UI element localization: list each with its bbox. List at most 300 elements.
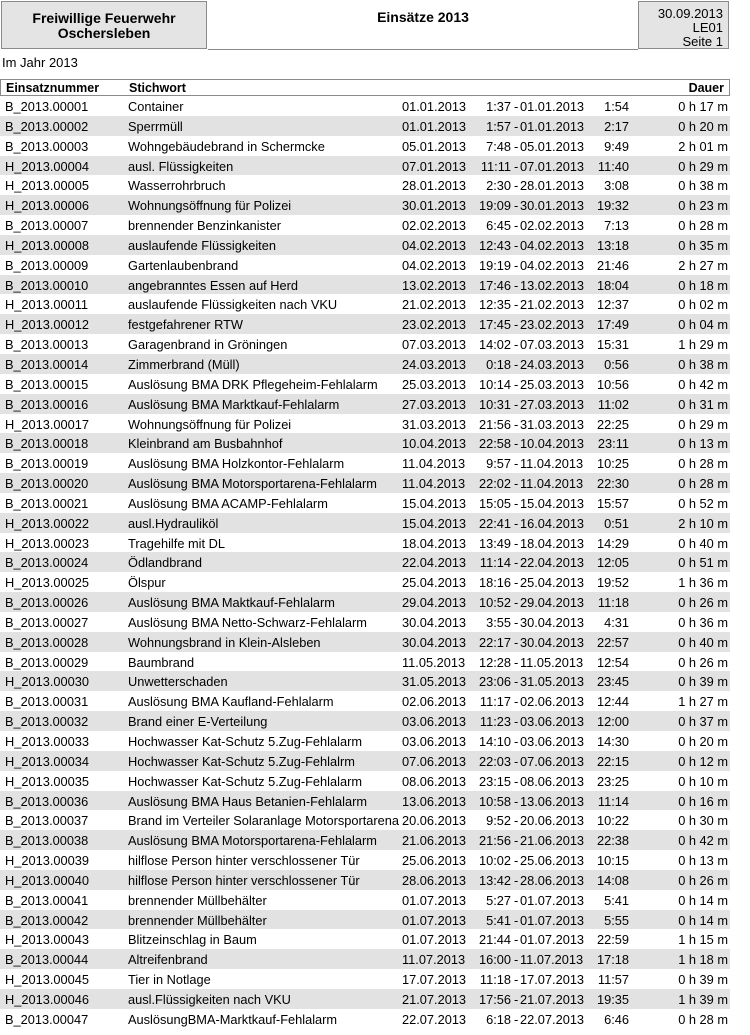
range-separator: - bbox=[514, 178, 519, 194]
mission-number: B_2013.00036 bbox=[5, 793, 89, 809]
end-time: 5:55 bbox=[604, 912, 629, 928]
range-separator: - bbox=[514, 535, 519, 551]
end-date: 13.06.2013 bbox=[520, 793, 585, 809]
end-date: 11.04.2013 bbox=[520, 476, 584, 492]
report-title: Einsätze 2013 bbox=[377, 9, 469, 25]
range-separator: - bbox=[514, 634, 519, 650]
end-date: 04.02.2013 bbox=[520, 237, 585, 253]
table-row bbox=[0, 394, 730, 414]
start-time: 9:52 bbox=[486, 813, 511, 829]
start-time: 18:16 bbox=[478, 575, 511, 591]
range-separator: - bbox=[514, 456, 519, 472]
end-date: 31.05.2013 bbox=[520, 674, 585, 690]
end-time: 12:37 bbox=[596, 297, 629, 313]
keyword: Container bbox=[128, 99, 184, 114]
start-date: 30.01.2013 bbox=[402, 198, 467, 214]
header-divider bbox=[208, 49, 638, 50]
duration: 0 h 38 m bbox=[678, 356, 728, 372]
keyword: hilflose Person hinter verschlossener Tür bbox=[128, 872, 360, 888]
start-time: 19:19 bbox=[478, 257, 511, 273]
keyword: Wohnungsöffnung für Polizei bbox=[128, 198, 292, 214]
start-time: 3:55 bbox=[486, 614, 511, 630]
start-date: 18.04.2013 bbox=[402, 535, 467, 551]
end-date: 22.07.2013 bbox=[520, 1011, 585, 1027]
start-time: 2:30 bbox=[486, 178, 511, 194]
end-date: 24.03.2013 bbox=[520, 356, 585, 372]
table-row bbox=[0, 910, 730, 930]
end-date: 01.07.2013 bbox=[520, 892, 585, 908]
range-separator: - bbox=[514, 575, 519, 591]
table-row bbox=[0, 1009, 730, 1029]
end-date: 05.01.2013 bbox=[520, 138, 585, 154]
table-row bbox=[0, 473, 730, 493]
end-date: 27.03.2013 bbox=[520, 396, 585, 412]
mission-number: H_2013.00040 bbox=[5, 872, 89, 888]
end-date: 11.04.2013 bbox=[520, 456, 584, 472]
keyword: brennender Müllbehälter bbox=[128, 912, 267, 928]
end-date: 30.04.2013 bbox=[520, 634, 585, 650]
end-date: 20.06.2013 bbox=[520, 813, 585, 829]
end-time: 10:56 bbox=[596, 376, 629, 392]
end-time: 22:30 bbox=[596, 476, 629, 492]
end-date: 11.05.2013 bbox=[520, 654, 584, 670]
end-date: 01.07.2013 bbox=[520, 912, 585, 928]
duration: 0 h 20 m bbox=[678, 118, 728, 134]
range-separator: - bbox=[514, 376, 519, 392]
start-date: 30.04.2013 bbox=[402, 614, 467, 630]
start-date: 03.06.2013 bbox=[402, 734, 467, 749]
keyword: Auslösung BMA Holzkontor-Fehlalarm bbox=[128, 456, 345, 472]
duration: 0 h 42 m bbox=[678, 833, 728, 849]
start-time: 9:57 bbox=[486, 456, 511, 472]
start-date: 10.04.2013 bbox=[402, 436, 467, 452]
table-row bbox=[0, 830, 730, 850]
start-time: 19:09 bbox=[478, 198, 511, 214]
end-time: 23:45 bbox=[596, 674, 629, 690]
table-row bbox=[0, 136, 730, 156]
keyword: Wohnungsbrand in Klein-Alsleben bbox=[128, 634, 321, 650]
end-date: 16.04.2013 bbox=[520, 515, 585, 531]
table-body bbox=[0, 96, 730, 1029]
end-time: 14:08 bbox=[596, 872, 629, 888]
keyword: auslaufende Flüssigkeiten nach VKU bbox=[128, 297, 338, 313]
mission-number: H_2013.00039 bbox=[5, 853, 89, 869]
table-row bbox=[0, 195, 730, 215]
start-date: 28.06.2013 bbox=[402, 872, 467, 888]
start-time: 12:35 bbox=[478, 297, 511, 313]
start-date: 01.07.2013 bbox=[402, 912, 467, 928]
end-date: 07.06.2013 bbox=[520, 753, 585, 769]
report-date: 30.09.2013 bbox=[657, 6, 723, 21]
end-time: 15:57 bbox=[596, 495, 629, 511]
column-header-duration: Dauer bbox=[688, 81, 724, 95]
duration: 0 h 51 m bbox=[678, 555, 728, 571]
mission-number: B_2013.00019 bbox=[5, 456, 89, 472]
range-separator: - bbox=[514, 773, 519, 789]
start-time: 23:15 bbox=[478, 773, 511, 789]
range-separator: - bbox=[514, 218, 519, 234]
start-time: 10:31 bbox=[478, 396, 511, 412]
range-separator: - bbox=[514, 694, 519, 710]
mission-number: B_2013.00028 bbox=[5, 634, 89, 650]
duration: 1 h 15 m bbox=[678, 932, 728, 948]
keyword: ausl.Hydrauliköl bbox=[128, 515, 219, 531]
range-separator: - bbox=[514, 356, 519, 372]
start-time: 11:11 bbox=[480, 158, 511, 174]
start-time: 21:56 bbox=[478, 416, 511, 432]
end-time: 14:29 bbox=[596, 535, 629, 551]
duration: 0 h 40 m bbox=[678, 535, 728, 551]
mission-number: B_2013.00009 bbox=[5, 257, 89, 273]
mission-number: B_2013.00029 bbox=[5, 654, 89, 670]
keyword: Hochwasser Kat-Schutz 5.Zug-Fehlalrm bbox=[128, 753, 355, 769]
duration: 0 h 12 m bbox=[678, 753, 728, 769]
keyword: Wasserrohrbruch bbox=[128, 178, 226, 194]
end-date: 13.02.2013 bbox=[520, 277, 585, 293]
duration: 0 h 31 m bbox=[678, 396, 728, 412]
keyword: Ölspur bbox=[128, 575, 166, 591]
keyword: Auslösung BMA ACAMP-Fehlalarm bbox=[128, 495, 328, 511]
start-time: 11:18 bbox=[479, 972, 511, 988]
start-date: 29.04.2013 bbox=[402, 595, 467, 611]
end-date: 21.07.2013 bbox=[520, 991, 585, 1007]
mission-number: H_2013.00035 bbox=[5, 773, 89, 789]
end-time: 12:00 bbox=[596, 714, 629, 730]
end-time: 11:40 bbox=[597, 158, 629, 174]
table-row bbox=[0, 552, 730, 572]
keyword: Brand im Verteiler Solaranlage Motorsportarena bbox=[128, 813, 400, 829]
mission-number: B_2013.00027 bbox=[5, 614, 89, 630]
start-date: 25.03.2013 bbox=[402, 376, 467, 392]
mission-number: B_2013.00002 bbox=[5, 118, 89, 134]
range-separator: - bbox=[514, 337, 519, 353]
range-separator: - bbox=[514, 991, 519, 1007]
range-separator: - bbox=[514, 198, 519, 214]
start-date: 15.04.2013 bbox=[402, 515, 467, 531]
duration: 1 h 29 m bbox=[678, 337, 728, 353]
table-row bbox=[0, 314, 730, 334]
range-separator: - bbox=[514, 277, 519, 293]
keyword: auslaufende Flüssigkeiten bbox=[128, 237, 276, 253]
start-time: 17:56 bbox=[478, 991, 511, 1007]
keyword: Auslösung BMA DRK Pflegeheim-Fehlalarm bbox=[128, 376, 378, 392]
start-date: 04.02.2013 bbox=[402, 257, 467, 273]
keyword: Gartenlaubenbrand bbox=[128, 257, 239, 273]
end-date: 02.06.2013 bbox=[520, 694, 585, 710]
range-separator: - bbox=[514, 714, 519, 730]
end-time: 15:31 bbox=[596, 337, 629, 353]
end-date: 03.06.2013 bbox=[520, 714, 585, 730]
start-date: 31.05.2013 bbox=[402, 674, 467, 690]
start-date: 02.02.2013 bbox=[402, 218, 467, 234]
keyword: festgefahrener RTW bbox=[128, 317, 243, 333]
end-time: 6:46 bbox=[604, 1011, 629, 1027]
duration: 0 h 30 m bbox=[678, 813, 728, 829]
end-date: 21.06.2013 bbox=[520, 833, 585, 849]
mission-number: H_2013.00017 bbox=[5, 416, 89, 432]
table-row bbox=[0, 294, 730, 314]
missions-table bbox=[0, 79, 730, 1029]
start-time: 21:44 bbox=[478, 932, 511, 948]
start-time: 6:45 bbox=[486, 218, 511, 234]
start-date: 17.07.2013 bbox=[402, 972, 467, 988]
range-separator: - bbox=[514, 297, 519, 313]
table-row bbox=[0, 433, 730, 453]
range-separator: - bbox=[514, 99, 519, 114]
start-date: 21.07.2013 bbox=[402, 991, 467, 1007]
table-header bbox=[0, 79, 730, 96]
report-code: LE01 bbox=[692, 20, 723, 35]
table-row bbox=[0, 929, 730, 949]
mission-number: H_2013.00043 bbox=[5, 932, 89, 948]
end-date: 03.06.2013 bbox=[520, 734, 585, 749]
keyword: AuslösungBMA-Marktkauf-Fehlalarm bbox=[128, 1011, 338, 1027]
table-row bbox=[0, 235, 730, 255]
mission-number: B_2013.00031 bbox=[5, 694, 89, 710]
mission-number: H_2013.00023 bbox=[5, 535, 89, 551]
start-date: 21.06.2013 bbox=[402, 833, 467, 849]
keyword: Auslösung BMA Netto-Schwarz-Fehlalarm bbox=[128, 614, 367, 630]
end-time: 10:15 bbox=[596, 853, 629, 869]
start-time: 15:05 bbox=[478, 495, 511, 511]
table-row bbox=[0, 949, 730, 969]
end-time: 11:02 bbox=[597, 396, 629, 412]
end-date: 02.02.2013 bbox=[520, 218, 585, 234]
report-header bbox=[0, 0, 730, 50]
table-row bbox=[0, 612, 730, 632]
start-time: 22:41 bbox=[478, 515, 511, 531]
start-date: 02.06.2013 bbox=[402, 694, 467, 710]
end-date: 17.07.2013 bbox=[520, 972, 585, 988]
keyword: Zimmerbrand (Müll) bbox=[128, 356, 240, 372]
end-date: 01.01.2013 bbox=[520, 118, 585, 134]
range-separator: - bbox=[514, 734, 519, 749]
keyword: Altreifenbrand bbox=[128, 952, 208, 968]
report-meta-box bbox=[638, 1, 729, 49]
range-separator: - bbox=[514, 932, 519, 948]
start-date: 25.04.2013 bbox=[402, 575, 467, 591]
table-row bbox=[0, 731, 730, 751]
end-time: 10:25 bbox=[596, 456, 629, 472]
end-date: 25.03.2013 bbox=[520, 376, 585, 392]
duration: 0 h 28 m bbox=[678, 1011, 728, 1027]
table-row bbox=[0, 116, 730, 136]
table-row bbox=[0, 453, 730, 473]
end-date: 23.02.2013 bbox=[520, 317, 585, 333]
mission-number: B_2013.00016 bbox=[5, 396, 89, 412]
duration: 0 h 29 m bbox=[678, 416, 728, 432]
keyword: Wohngebäudebrand in Schermcke bbox=[128, 138, 325, 154]
duration: 2 h 27 m bbox=[678, 257, 728, 273]
end-time: 18:04 bbox=[596, 277, 629, 293]
mission-number: B_2013.00018 bbox=[5, 436, 89, 452]
end-date: 25.04.2013 bbox=[520, 575, 585, 591]
end-date: 28.06.2013 bbox=[520, 872, 585, 888]
start-date: 04.02.2013 bbox=[402, 237, 467, 253]
end-time: 12:44 bbox=[596, 694, 629, 710]
keyword: Auslösung BMA Kaufland-Fehlalarm bbox=[128, 694, 334, 710]
start-date: 22.07.2013 bbox=[402, 1011, 467, 1027]
mission-number: H_2013.00030 bbox=[5, 674, 89, 690]
start-time: 1:37 bbox=[486, 99, 511, 114]
range-separator: - bbox=[514, 396, 519, 412]
mission-number: B_2013.00032 bbox=[5, 714, 89, 730]
start-time: 1:57 bbox=[486, 118, 511, 134]
duration: 0 h 40 m bbox=[678, 634, 728, 650]
end-date: 07.01.2013 bbox=[520, 158, 585, 174]
keyword: Auslösung BMA Haus Betanien-Fehlalarm bbox=[128, 793, 367, 809]
table-row bbox=[0, 969, 730, 989]
start-date: 01.01.2013 bbox=[402, 118, 467, 134]
range-separator: - bbox=[514, 515, 519, 531]
page-number: Seite 1 bbox=[682, 34, 723, 49]
start-time: 17:46 bbox=[478, 277, 511, 293]
end-date: 08.06.2013 bbox=[520, 773, 585, 789]
duration: 0 h 39 m bbox=[678, 674, 728, 690]
start-time: 14:02 bbox=[478, 337, 511, 353]
table-row bbox=[0, 156, 730, 176]
mission-number: B_2013.00042 bbox=[5, 912, 89, 928]
table-row bbox=[0, 691, 730, 711]
duration: 0 h 17 m bbox=[678, 99, 728, 114]
end-time: 22:15 bbox=[596, 753, 629, 769]
duration: 0 h 02 m bbox=[678, 297, 728, 313]
keyword: brennender Müllbehälter bbox=[128, 892, 267, 908]
table-row bbox=[0, 215, 730, 235]
end-time: 0:51 bbox=[604, 515, 629, 531]
end-time: 23:11 bbox=[597, 436, 629, 452]
duration: 0 h 37 m bbox=[678, 714, 728, 730]
range-separator: - bbox=[514, 614, 519, 630]
range-separator: - bbox=[514, 495, 519, 511]
keyword: Unwetterschaden bbox=[128, 674, 228, 690]
start-time: 22:17 bbox=[478, 634, 511, 650]
duration: 0 h 26 m bbox=[678, 872, 728, 888]
report-subtitle: Im Jahr 2013 bbox=[2, 55, 78, 70]
mission-number: B_2013.00010 bbox=[5, 277, 89, 293]
keyword: Brand einer E-Verteilung bbox=[128, 714, 268, 730]
start-time: 5:27 bbox=[486, 892, 511, 908]
mission-number: B_2013.00041 bbox=[5, 892, 89, 908]
end-date: 22.04.2013 bbox=[520, 555, 585, 571]
keyword: Hochwasser Kat-Schutz 5.Zug-Fehlalarm bbox=[128, 734, 362, 749]
start-date: 01.01.2013 bbox=[402, 99, 467, 114]
end-time: 19:32 bbox=[596, 198, 629, 214]
range-separator: - bbox=[514, 853, 519, 869]
end-time: 7:13 bbox=[604, 218, 629, 234]
start-date: 24.03.2013 bbox=[402, 356, 467, 372]
start-time: 23:06 bbox=[478, 674, 511, 690]
start-date: 13.06.2013 bbox=[402, 793, 467, 809]
range-separator: - bbox=[514, 793, 519, 809]
start-time: 11:14 bbox=[479, 555, 511, 571]
end-time: 10:22 bbox=[596, 813, 629, 829]
start-date: 25.06.2013 bbox=[402, 853, 467, 869]
start-time: 5:41 bbox=[486, 912, 511, 928]
duration: 0 h 39 m bbox=[678, 972, 728, 988]
start-time: 12:43 bbox=[478, 237, 511, 253]
range-separator: - bbox=[514, 237, 519, 253]
start-time: 11:17 bbox=[479, 694, 511, 710]
mission-number: B_2013.00003 bbox=[5, 138, 89, 154]
end-date: 28.01.2013 bbox=[520, 178, 585, 194]
start-date: 20.06.2013 bbox=[402, 813, 467, 829]
table-row bbox=[0, 334, 730, 354]
start-date: 11.04.2013 bbox=[402, 456, 466, 472]
start-time: 6:18 bbox=[486, 1011, 511, 1027]
end-time: 11:14 bbox=[597, 793, 629, 809]
duration: 0 h 35 m bbox=[678, 237, 728, 253]
start-time: 16:00 bbox=[478, 952, 511, 968]
end-time: 22:59 bbox=[596, 932, 629, 948]
start-date: 07.03.2013 bbox=[402, 337, 467, 353]
table-row bbox=[0, 791, 730, 811]
duration: 0 h 28 m bbox=[678, 476, 728, 492]
keyword: Tier in Notlage bbox=[128, 972, 211, 988]
table-row bbox=[0, 275, 730, 295]
end-date: 18.04.2013 bbox=[520, 535, 585, 551]
end-date: 30.01.2013 bbox=[520, 198, 585, 214]
start-time: 14:10 bbox=[478, 734, 511, 749]
end-date: 21.02.2013 bbox=[520, 297, 585, 313]
mission-number: H_2013.00011 bbox=[5, 297, 89, 313]
end-time: 22:57 bbox=[596, 634, 629, 650]
keyword: Baumbrand bbox=[128, 654, 195, 670]
duration: 0 h 23 m bbox=[678, 198, 728, 214]
start-date: 11.07.2013 bbox=[402, 952, 466, 968]
end-time: 19:52 bbox=[596, 575, 629, 591]
duration: 1 h 36 m bbox=[678, 575, 728, 591]
mission-number: H_2013.00034 bbox=[5, 753, 89, 769]
end-date: 07.03.2013 bbox=[520, 337, 585, 353]
start-time: 22:03 bbox=[478, 753, 511, 769]
range-separator: - bbox=[514, 892, 519, 908]
mission-number: H_2013.00004 bbox=[5, 158, 89, 174]
keyword: Ödlandbrand bbox=[128, 555, 202, 571]
table-row bbox=[0, 711, 730, 731]
keyword: ausl.Flüssigkeiten nach VKU bbox=[128, 991, 291, 1007]
start-date: 01.07.2013 bbox=[402, 892, 467, 908]
keyword: Hochwasser Kat-Schutz 5.Zug-Fehlalarm bbox=[128, 773, 362, 789]
duration: 1 h 27 m bbox=[678, 694, 728, 710]
keyword: Blitzeinschlag in Baum bbox=[128, 932, 257, 948]
mission-number: H_2013.00045 bbox=[5, 972, 89, 988]
mission-number: B_2013.00014 bbox=[5, 356, 89, 372]
duration: 0 h 52 m bbox=[678, 495, 728, 511]
start-date: 23.02.2013 bbox=[402, 317, 467, 333]
range-separator: - bbox=[514, 972, 519, 988]
duration: 1 h 18 m bbox=[678, 952, 728, 968]
duration: 0 h 10 m bbox=[678, 773, 728, 789]
range-separator: - bbox=[514, 595, 519, 611]
range-separator: - bbox=[514, 753, 519, 769]
end-time: 23:25 bbox=[596, 773, 629, 789]
organization-name-line1: Freiwillige Feuerwehr bbox=[32, 10, 176, 26]
duration: 0 h 13 m bbox=[678, 436, 728, 452]
range-separator: - bbox=[514, 158, 519, 174]
end-date: 25.06.2013 bbox=[520, 853, 585, 869]
mission-number: B_2013.00001 bbox=[5, 99, 89, 114]
mission-number: H_2013.00006 bbox=[5, 198, 89, 214]
column-header-number: Einsatznummer bbox=[6, 81, 100, 95]
keyword: Sperrmüll bbox=[128, 118, 183, 134]
range-separator: - bbox=[514, 952, 519, 968]
start-time: 0:18 bbox=[486, 356, 511, 372]
range-separator: - bbox=[514, 872, 519, 888]
start-date: 07.01.2013 bbox=[402, 158, 467, 174]
table-row bbox=[0, 374, 730, 394]
table-row bbox=[0, 414, 730, 434]
